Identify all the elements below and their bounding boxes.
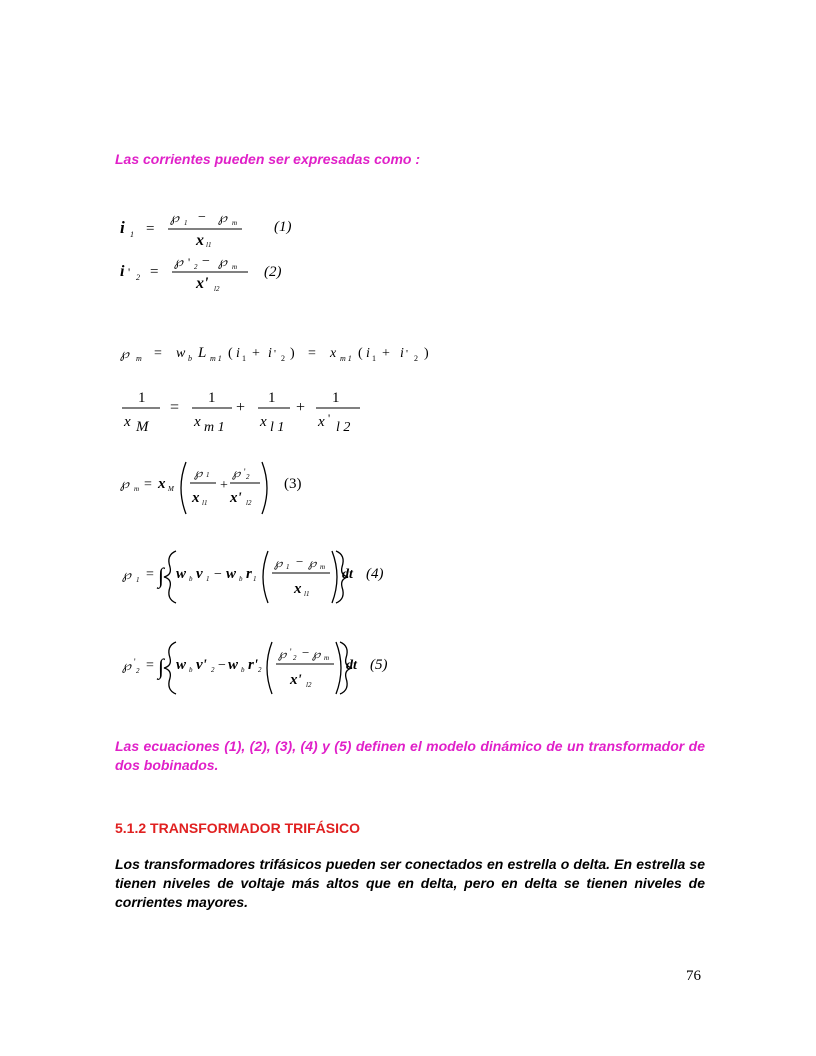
- svg-text:': ': [134, 657, 136, 667]
- svg-text:+: +: [220, 478, 228, 493]
- svg-text:l2: l2: [246, 499, 252, 507]
- svg-text:x: x: [294, 581, 302, 597]
- svg-text:∫: ∫: [158, 654, 165, 679]
- svg-text:b: b: [241, 666, 245, 674]
- svg-text:2: 2: [414, 354, 418, 363]
- svg-text:2: 2: [281, 354, 285, 363]
- svg-text:2: 2: [194, 263, 198, 271]
- svg-text:M: M: [136, 419, 149, 435]
- svg-text:2: 2: [136, 273, 140, 282]
- svg-text:m: m: [320, 563, 326, 571]
- svg-text:x: x: [124, 414, 131, 430]
- svg-text:v': v': [196, 657, 207, 673]
- eq5-label: (5): [370, 657, 388, 673]
- svg-text:2: 2: [293, 654, 297, 662]
- svg-text:l2: l2: [306, 681, 312, 689]
- svg-text:+: +: [236, 399, 246, 416]
- svg-text:1: 1: [138, 390, 146, 406]
- svg-text:∫: ∫: [158, 563, 165, 588]
- intro-text: Las corrientes pueden ser expresadas como :: [115, 151, 421, 167]
- svg-text:x: x: [330, 346, 337, 361]
- svg-text:dt: dt: [346, 658, 357, 673]
- svg-text:=: =: [146, 658, 154, 673]
- svg-text:+: +: [296, 399, 306, 416]
- svg-text:=: =: [146, 221, 155, 237]
- eq1-label: (1): [274, 219, 292, 235]
- svg-text:M: M: [168, 485, 174, 493]
- svg-text:=: =: [154, 346, 162, 361]
- svg-text:−: −: [218, 658, 226, 673]
- svg-text:m 1: m 1: [210, 354, 222, 363]
- svg-text:': ': [128, 265, 131, 279]
- svg-text:2: 2: [258, 666, 262, 674]
- svg-text:i: i: [120, 263, 125, 280]
- svg-text:1: 1: [130, 230, 134, 239]
- svg-text:℘: ℘: [312, 647, 321, 661]
- svg-text:b: b: [239, 575, 243, 583]
- svg-text:1: 1: [242, 354, 246, 363]
- svg-text:x: x: [318, 414, 325, 430]
- svg-text:℘: ℘: [278, 647, 287, 661]
- svg-text:℘: ℘: [218, 254, 228, 269]
- equation-psi-m: [118, 338, 458, 368]
- svg-text:': ': [406, 348, 408, 360]
- equation-4: [118, 547, 398, 607]
- svg-text:m: m: [136, 354, 142, 363]
- svg-text:℘: ℘: [218, 210, 228, 225]
- svg-text:): ): [424, 346, 429, 361]
- svg-text:m: m: [134, 485, 140, 493]
- svg-text:l1: l1: [206, 241, 212, 249]
- svg-text:w: w: [228, 657, 239, 673]
- svg-text:m: m: [232, 219, 238, 227]
- svg-text:℘: ℘: [174, 254, 184, 269]
- svg-text:=: =: [308, 346, 316, 361]
- svg-text:w: w: [176, 657, 187, 673]
- svg-text:i: i: [400, 346, 404, 361]
- svg-text:℘: ℘: [308, 556, 317, 570]
- svg-text:1: 1: [184, 219, 188, 227]
- svg-text:dt: dt: [342, 567, 353, 582]
- svg-text:l 1: l 1: [270, 420, 285, 435]
- svg-text:℘: ℘: [194, 466, 203, 480]
- svg-text:m: m: [324, 654, 330, 662]
- svg-text:−: −: [302, 645, 310, 660]
- svg-text:m: m: [232, 263, 238, 271]
- svg-text:): ): [290, 346, 295, 361]
- page-number: 76: [686, 968, 701, 984]
- svg-text:w: w: [176, 566, 187, 582]
- svg-text:−: −: [296, 554, 304, 569]
- eq4-label: (4): [366, 566, 384, 582]
- svg-text:m 1: m 1: [204, 420, 225, 435]
- svg-text:(: (: [228, 346, 233, 361]
- svg-text:=: =: [146, 567, 154, 582]
- svg-text:1: 1: [268, 390, 276, 406]
- svg-text:x: x: [192, 490, 200, 506]
- svg-text:=: =: [150, 264, 159, 280]
- svg-text:1: 1: [372, 354, 376, 363]
- body-paragraph: Los transformadores trifásicos pueden ser conectados en estrella o delta. En estrella se tienen niveles de voltaje más altos que en delta, pero en delta se tienen niveles de corrientes mayores.: [115, 856, 705, 910]
- svg-text:+: +: [382, 346, 390, 361]
- svg-text:1: 1: [286, 563, 290, 571]
- svg-text:w: w: [176, 346, 186, 361]
- svg-text:r': r': [248, 657, 259, 673]
- svg-text:l2: l2: [214, 285, 220, 293]
- svg-text:1: 1: [206, 471, 210, 479]
- svg-text:i: i: [366, 346, 370, 361]
- svg-text:v: v: [196, 566, 203, 582]
- equation-1: [118, 205, 318, 250]
- svg-text:x: x: [196, 232, 204, 249]
- equation-2: [118, 250, 318, 295]
- svg-text:2: 2: [246, 473, 250, 481]
- svg-text:l1: l1: [202, 499, 208, 507]
- svg-text:b: b: [188, 354, 192, 363]
- svg-text:−: −: [214, 567, 222, 582]
- svg-text:℘: ℘: [122, 567, 132, 582]
- svg-text:2: 2: [211, 666, 215, 674]
- svg-text:2: 2: [136, 667, 140, 675]
- svg-text:℘: ℘: [122, 658, 132, 673]
- svg-text:w: w: [226, 566, 237, 582]
- svg-text:℘: ℘: [274, 556, 283, 570]
- svg-text:': ': [328, 411, 331, 425]
- section-heading: 5.1.2 TRANSFORMADOR TRIFÁSICO: [115, 820, 361, 836]
- svg-text:x: x: [158, 476, 166, 492]
- svg-text:L: L: [198, 345, 207, 361]
- svg-text:i: i: [236, 346, 240, 361]
- svg-text:l1: l1: [304, 590, 310, 598]
- svg-text:': ': [244, 467, 246, 477]
- svg-text:℘: ℘: [120, 476, 130, 491]
- svg-text:1: 1: [206, 575, 210, 583]
- svg-text:b: b: [189, 666, 193, 674]
- svg-text:i: i: [120, 218, 125, 237]
- svg-text:l 2: l 2: [336, 420, 351, 435]
- equation-reactance: [118, 386, 378, 436]
- svg-text:x: x: [260, 414, 267, 430]
- svg-text:1: 1: [208, 390, 216, 406]
- svg-text:1: 1: [136, 576, 140, 584]
- svg-text:1: 1: [253, 575, 257, 583]
- svg-text:−: −: [198, 210, 206, 225]
- svg-text:m 1: m 1: [340, 354, 352, 363]
- svg-text:': ': [274, 348, 276, 360]
- svg-text:=: =: [144, 477, 152, 492]
- eq3-label: (3): [284, 476, 302, 492]
- svg-text:': ': [188, 255, 191, 269]
- svg-text:(: (: [358, 346, 363, 361]
- summary-paragraph: Las ecuaciones (1), (2), (3), (4) y (5) definen el modelo dinámico de un transformador de dos bobinados.: [115, 738, 705, 773]
- svg-text:r: r: [246, 566, 252, 582]
- svg-text:−: −: [202, 254, 210, 269]
- eq2-label: (2): [264, 264, 282, 280]
- equation-3: [118, 458, 318, 518]
- svg-text:1: 1: [332, 390, 340, 406]
- svg-text:i: i: [268, 346, 272, 361]
- svg-text:+: +: [252, 346, 260, 361]
- svg-text:x': x': [230, 490, 242, 506]
- svg-text:℘: ℘: [120, 346, 130, 361]
- svg-text:': ': [290, 647, 292, 657]
- svg-text:℘: ℘: [170, 210, 180, 225]
- svg-text:x': x': [290, 672, 302, 688]
- svg-text:x: x: [194, 414, 201, 430]
- svg-text:=: =: [170, 399, 180, 416]
- svg-text:x': x': [196, 275, 209, 292]
- equation-5: [118, 638, 408, 698]
- svg-text:b: b: [189, 575, 193, 583]
- svg-text:℘: ℘: [232, 466, 241, 480]
